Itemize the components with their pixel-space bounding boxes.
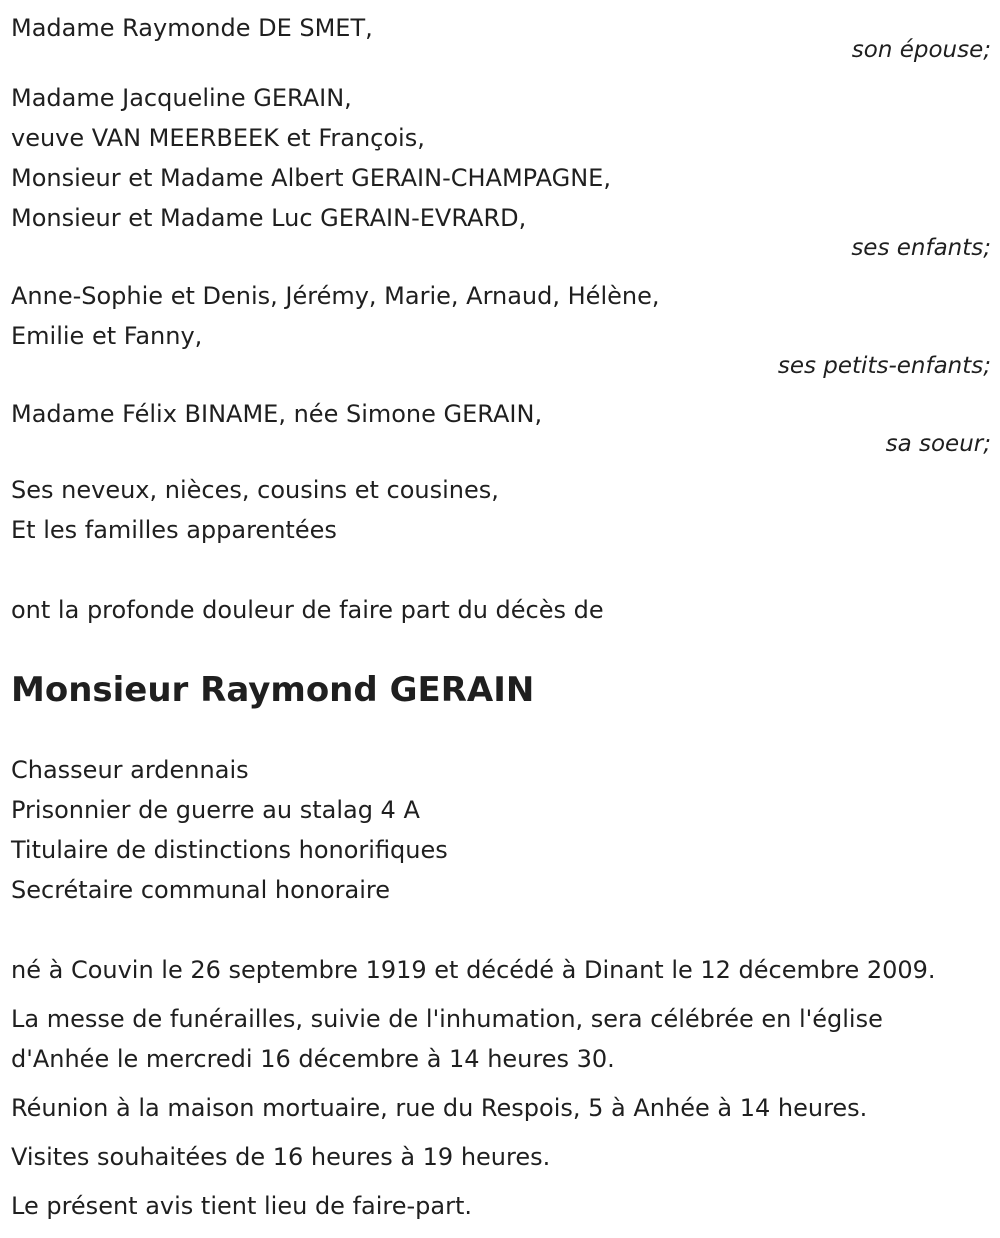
children-section [11,78,991,260]
sister-role: sa soeur; [885,431,991,457]
grandchild-line: Anne-Sophie et Denis, Jérémy, Marie, Arnaud, Hélène, [11,282,660,310]
child-line: Monsieur et Madame Albert GERAIN-CHAMPAGNE, [11,164,611,192]
title-line: Chasseur ardennais [11,756,249,784]
grandchild-line: Emilie et Fanny, [11,322,203,350]
funeral-text: La messe de funérailles, suivie de l'inhumation, sera célébrée en l'église d'Anhée le mercredi 16 décembre à 14 heures 30. [11,1005,883,1073]
child-line: veuve VAN MEERBEEK et François, [11,124,425,152]
child-line: Monsieur et Madame Luc GERAIN-EVRARD, [11,204,527,232]
title-line: Secrétaire communal honoraire [11,876,391,904]
spouse-section [11,8,991,62]
child-line: Madame Jacqueline GERAIN, [11,84,352,112]
notice-text: Le présent avis tient lieu de faire-part. [11,1192,473,1220]
deceased-name: Monsieur Raymond GERAIN [11,670,535,710]
birth-death-text: né à Couvin le 26 septembre 1919 et décédé à Dinant le 12 décembre 2009. [11,956,936,984]
title-line: Titulaire de distinctions honorifiques [11,836,448,864]
spouse-line: Madame Raymonde DE SMET, [11,14,373,42]
sister-line: Madame Félix BINAME, née Simone GERAIN, [11,400,543,428]
titles-section [11,750,991,910]
grandchildren-role: ses petits-enfants; [777,353,991,379]
children-role: ses enfants; [851,235,991,261]
spouse-role: son épouse; [851,37,991,63]
relatives-line: Et les familles apparentées [11,516,337,544]
sister-section [11,394,991,456]
announcement-text: ont la profonde douleur de faire part du décès de [11,596,604,624]
meeting-text: Réunion à la maison mortuaire, rue du Respois, 5 à Anhée à 14 heures. [11,1094,868,1122]
relatives-line: Ses neveux, nièces, cousins et cousines, [11,476,499,504]
visits-text: Visites souhaitées de 16 heures à 19 heures. [11,1143,551,1171]
obituary-notice [11,8,991,1226]
title-line: Prisonnier de guerre au stalag 4 A [11,796,420,824]
grandchildren-section [11,276,991,378]
relatives-section [11,470,991,550]
